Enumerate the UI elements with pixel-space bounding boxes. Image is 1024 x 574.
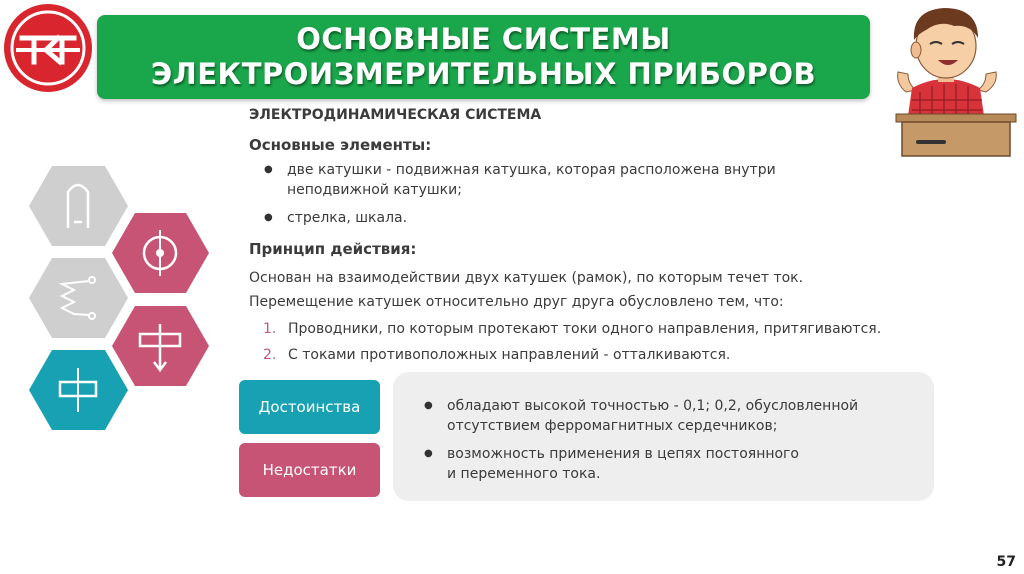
advantages-button[interactable]: Достоинства <box>239 380 380 434</box>
principle-text-2: Перемещение катушек относительно друг друга обусловлено тем, что: <box>249 294 784 310</box>
principle-numbered-item <box>263 345 731 365</box>
coil-with-arrow-symbol <box>112 306 209 386</box>
electrodynamic-coil-symbol <box>29 166 128 246</box>
list-item-line: отсутствием ферромагнитных сердечников; <box>447 418 778 434</box>
principle-title: Принцип действия: <box>249 240 417 258</box>
list-item <box>447 396 858 436</box>
title-line-1: ОСНОВНЫЕ СИСТЕМЫ <box>296 22 671 56</box>
list-item-line: ● возможность применения в цепях постоянного <box>447 446 799 462</box>
list-item-line: и переменного тока. <box>447 466 601 482</box>
list-item-line: ● стрелка, шкала. <box>287 210 408 226</box>
item-text: Проводники, по которым протекают токи одного направления, притягиваются. <box>288 321 882 337</box>
spring-coil-symbol <box>29 258 128 338</box>
principle-text-1: Основан на взаимодействии двух катушек (рамок), по которым течет ток. <box>249 270 804 286</box>
principle-numbered-item <box>263 319 882 339</box>
advantages-panel <box>393 372 934 501</box>
page-number: 57 <box>996 554 1016 570</box>
circle-dot-symbol <box>112 213 209 293</box>
item-number: 1. <box>263 321 277 337</box>
section-heading: ЭЛЕКТРОДИНАМИЧЕСКАЯ СИСТЕМА <box>249 107 542 123</box>
hexagon-icon-cluster <box>22 162 222 434</box>
disadvantages-button[interactable]: Недостатки <box>239 443 380 497</box>
list-item <box>447 444 799 484</box>
list-item-line: ● две катушки - подвижная катушка, которая расположена внутри <box>287 162 776 178</box>
item-text: С токами противоположных направлений - отталкиваются. <box>288 347 731 363</box>
title-banner <box>97 15 870 99</box>
list-item <box>287 160 776 200</box>
list-item-line: ● обладают высокой точностью - 0,1; 0,2, обусловленной <box>447 398 859 414</box>
elements-title: Основные элементы: <box>249 136 432 154</box>
ttk-logo-icon <box>2 2 94 94</box>
list-item-line: неподвижной катушки; <box>287 182 462 198</box>
list-item <box>287 208 407 228</box>
item-number: 2. <box>263 347 277 363</box>
title-line-2: ЭЛЕКТРОИЗМЕРИТЕЛЬНЫХ ПРИБОРОВ <box>150 57 817 91</box>
frame-coil-symbol <box>29 350 128 430</box>
teacher-at-desk-illustration <box>868 0 1024 160</box>
